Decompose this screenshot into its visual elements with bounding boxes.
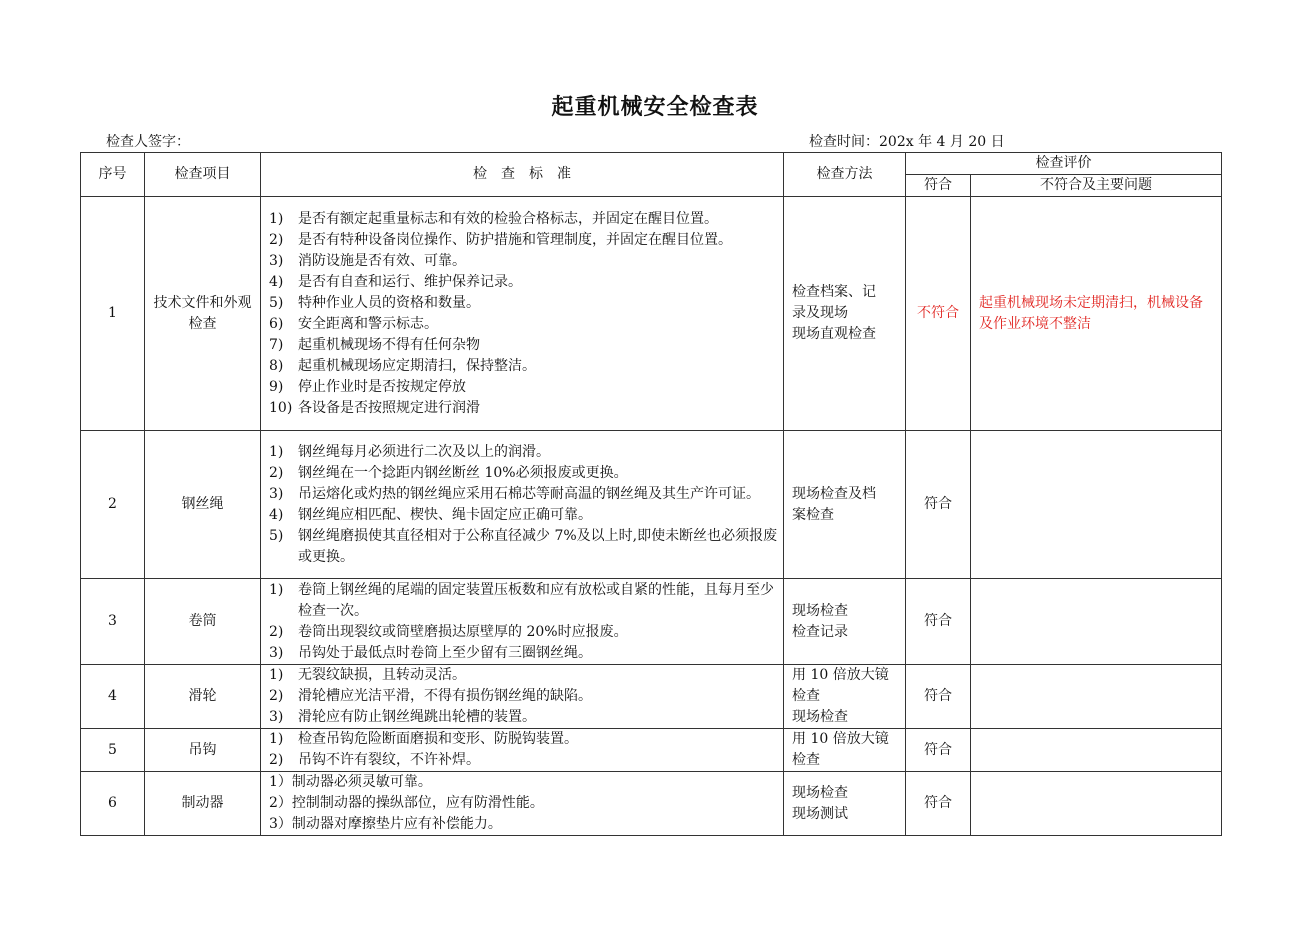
standard-item — [269, 356, 779, 377]
table-row — [81, 431, 1222, 579]
row-seq: 6 — [81, 772, 145, 836]
standard-number: 3) — [269, 644, 284, 661]
method-line: 现场直观检查 — [792, 326, 876, 342]
table-row — [81, 579, 1222, 665]
method-line: 现场测试 — [792, 805, 848, 822]
row-standards — [261, 579, 784, 665]
page-title: 起重机械安全检查表 — [551, 94, 759, 120]
row-standards — [261, 665, 784, 729]
standard-text: 钢丝绳磨损使其直径相对于公称直径减少 7%及以上时,即使未断丝也必须报废或更换。 — [298, 527, 778, 565]
inspector-signature-label: 检查人签字： — [106, 134, 190, 150]
row-seq: 4 — [81, 665, 145, 729]
row-method — [784, 431, 906, 579]
method-line: 现场检查 — [792, 709, 848, 725]
row-item: 制动器 — [145, 772, 261, 836]
standard-text: 钢丝绳应相匹配、楔快、绳卡固定应正确可靠。 — [298, 506, 592, 523]
standard-text: 安全距离和警示标志。 — [298, 315, 438, 332]
row-seq: 1 — [81, 197, 145, 431]
standard-text: 2）控制制动器的操纵部位，应有防滑性能。 — [269, 795, 544, 811]
inspection-table — [80, 152, 1222, 836]
row-item: 卷筒 — [145, 579, 261, 665]
row-standards — [261, 729, 784, 772]
standard-text: 消防设施是否有效、可靠。 — [298, 252, 466, 269]
standard-item — [269, 314, 779, 335]
standard-item — [269, 729, 779, 750]
standard-number: 1) — [269, 210, 284, 227]
table-row — [81, 197, 1222, 431]
standard-item — [269, 526, 779, 568]
standard-item — [269, 293, 779, 314]
standard-number: 1) — [269, 731, 284, 747]
standard-item — [269, 442, 779, 463]
standard-text: 起重机械现场不得有任何杂物 — [298, 336, 480, 353]
standard-item — [269, 707, 779, 728]
standard-text: 1）制动器必须灵敏可靠。 — [269, 774, 432, 790]
standard-item — [269, 643, 779, 664]
standard-text: 特种作业人员的资格和数量。 — [298, 294, 480, 311]
standard-text: 检查吊钩危险断面磨损和变形、防脱钩装置。 — [298, 731, 578, 747]
table-row — [81, 772, 1222, 836]
standard-number: 10) — [269, 399, 293, 416]
row-conform: 不符合 — [906, 197, 971, 431]
standard-item — [269, 335, 779, 356]
method-line: 现场检查及档 — [792, 485, 876, 502]
standard-item — [269, 230, 779, 251]
standard-item — [269, 398, 779, 419]
standard-number: 7) — [269, 336, 284, 353]
standard-text: 是否有特种设备岗位操作、防护措施和管理制度，并固定在醒目位置。 — [298, 231, 732, 248]
row-method — [784, 579, 906, 665]
header-standard: 检 查 标 准 — [261, 153, 784, 197]
standard-number: 3) — [269, 252, 284, 269]
method-line: 检查 — [792, 688, 820, 704]
row-method — [784, 665, 906, 729]
row-item: 滑轮 — [145, 665, 261, 729]
row-method — [784, 729, 906, 772]
method-line: 案检查 — [792, 506, 834, 523]
header-nonconform: 不符合及主要问题 — [971, 175, 1222, 197]
standard-item — [269, 772, 779, 793]
row-item: 技术文件和外观检查 — [145, 197, 261, 431]
standard-item — [269, 750, 779, 771]
standard-text: 是否有额定起重量标志和有效的检验合格标志，并固定在醒目位置。 — [298, 210, 718, 227]
method-line: 用 10 倍放大镜 — [792, 731, 889, 747]
row-standards — [261, 772, 784, 836]
row-conform: 符合 — [906, 729, 971, 772]
standard-number: 1) — [269, 667, 284, 683]
method-line: 现场检查 — [792, 784, 848, 801]
row-issue — [971, 431, 1222, 579]
standard-item — [269, 251, 779, 272]
method-line: 检查档案、记 — [792, 284, 876, 300]
row-method — [784, 772, 906, 836]
standard-number: 2) — [269, 623, 284, 640]
row-issue — [971, 729, 1222, 772]
standard-text: 停止作业时是否按规定停放 — [298, 378, 466, 395]
method-line: 用 10 倍放大镜 — [792, 667, 889, 683]
standard-text: 滑轮槽应光洁平滑，不得有损伤钢丝绳的缺陷。 — [298, 688, 592, 704]
standard-number: 2) — [269, 231, 284, 248]
standard-number: 8) — [269, 357, 284, 374]
row-issue — [971, 579, 1222, 665]
standard-item — [269, 209, 779, 230]
row-method — [784, 197, 906, 431]
standard-number: 5) — [269, 294, 284, 311]
header-method: 检查方法 — [784, 153, 906, 197]
standard-number: 4) — [269, 506, 284, 523]
standard-item — [269, 377, 779, 398]
row-item: 钢丝绳 — [145, 431, 261, 579]
row-seq: 2 — [81, 431, 145, 579]
standard-item — [269, 686, 779, 707]
standard-text: 是否有自查和运行、维护保养记录。 — [298, 273, 522, 290]
standard-number: 3) — [269, 485, 284, 502]
row-conform: 符合 — [906, 665, 971, 729]
standard-item — [269, 505, 779, 526]
standard-text: 吊钩不许有裂纹，不许补焊。 — [298, 752, 480, 768]
standard-item — [269, 484, 779, 505]
row-item: 吊钩 — [145, 729, 261, 772]
standard-text: 卷筒上钢丝绳的尾端的固定装置压板数和应有放松或自紧的性能，且每月至少检查一次。 — [298, 581, 774, 619]
row-standards — [261, 197, 784, 431]
standard-item — [269, 272, 779, 293]
method-line: 检查记录 — [792, 623, 848, 640]
standard-item — [269, 665, 779, 686]
standard-number: 1) — [269, 443, 284, 460]
header-item: 检查项目 — [145, 153, 261, 197]
table-row — [81, 729, 1222, 772]
standard-number: 9) — [269, 378, 284, 395]
standard-text: 滑轮应有防止钢丝绳跳出轮槽的装置。 — [298, 709, 536, 725]
standard-text: 3）制动器对摩擦垫片应有补偿能力。 — [269, 816, 502, 832]
standard-number: 3) — [269, 709, 284, 725]
standard-number: 2) — [269, 752, 284, 768]
method-line: 录及现场 — [792, 305, 848, 321]
row-conform: 符合 — [906, 579, 971, 665]
row-standards — [261, 431, 784, 579]
row-issue — [971, 772, 1222, 836]
standard-text: 各设备是否按照规定进行润滑 — [298, 399, 480, 416]
method-line: 现场检查 — [792, 602, 848, 619]
standard-text: 吊钩处于最低点时卷筒上至少留有三圈钢丝绳。 — [298, 644, 592, 661]
standard-text: 无裂纹缺损，且转动灵活。 — [298, 667, 466, 683]
standard-text: 吊运熔化或灼热的钢丝绳应采用石棉芯等耐高温的钢丝绳及其生产许可证。 — [298, 485, 760, 502]
table-body — [81, 197, 1222, 836]
standard-item — [269, 463, 779, 484]
standard-number: 2) — [269, 688, 284, 704]
standard-number: 1) — [269, 581, 284, 598]
row-issue — [971, 665, 1222, 729]
row-seq: 5 — [81, 729, 145, 772]
row-issue: 起重机械现场未定期清扫，机械设备及作业环境不整洁 — [971, 197, 1222, 431]
header-conform: 符合 — [906, 175, 971, 197]
standard-item — [269, 793, 779, 814]
standard-item — [269, 814, 779, 835]
standard-text: 起重机械现场应定期清扫，保持整洁。 — [298, 357, 536, 374]
standard-number: 5) — [269, 527, 284, 544]
standard-text: 钢丝绳在一个捻距内钢丝断丝 10%必须报废或更换。 — [298, 464, 628, 481]
standard-item — [269, 580, 779, 622]
standard-text: 卷筒出现裂纹或筒壁磨损达原壁厚的 20%时应报废。 — [298, 623, 628, 640]
row-conform: 符合 — [906, 772, 971, 836]
header-seq: 序号 — [81, 153, 145, 197]
standard-text: 钢丝绳每月必须进行二次及以上的润滑。 — [298, 443, 550, 460]
row-conform: 符合 — [906, 431, 971, 579]
standard-number: 6) — [269, 315, 284, 332]
standard-item — [269, 622, 779, 643]
check-time: 检查时间：202x 年 4 月 20 日 — [809, 134, 1005, 150]
standard-number: 2) — [269, 464, 284, 481]
standard-number: 4) — [269, 273, 284, 290]
table-row — [81, 665, 1222, 729]
header-evaluation: 检查评价 — [906, 153, 1222, 175]
method-line: 检查 — [792, 752, 820, 768]
row-seq: 3 — [81, 579, 145, 665]
